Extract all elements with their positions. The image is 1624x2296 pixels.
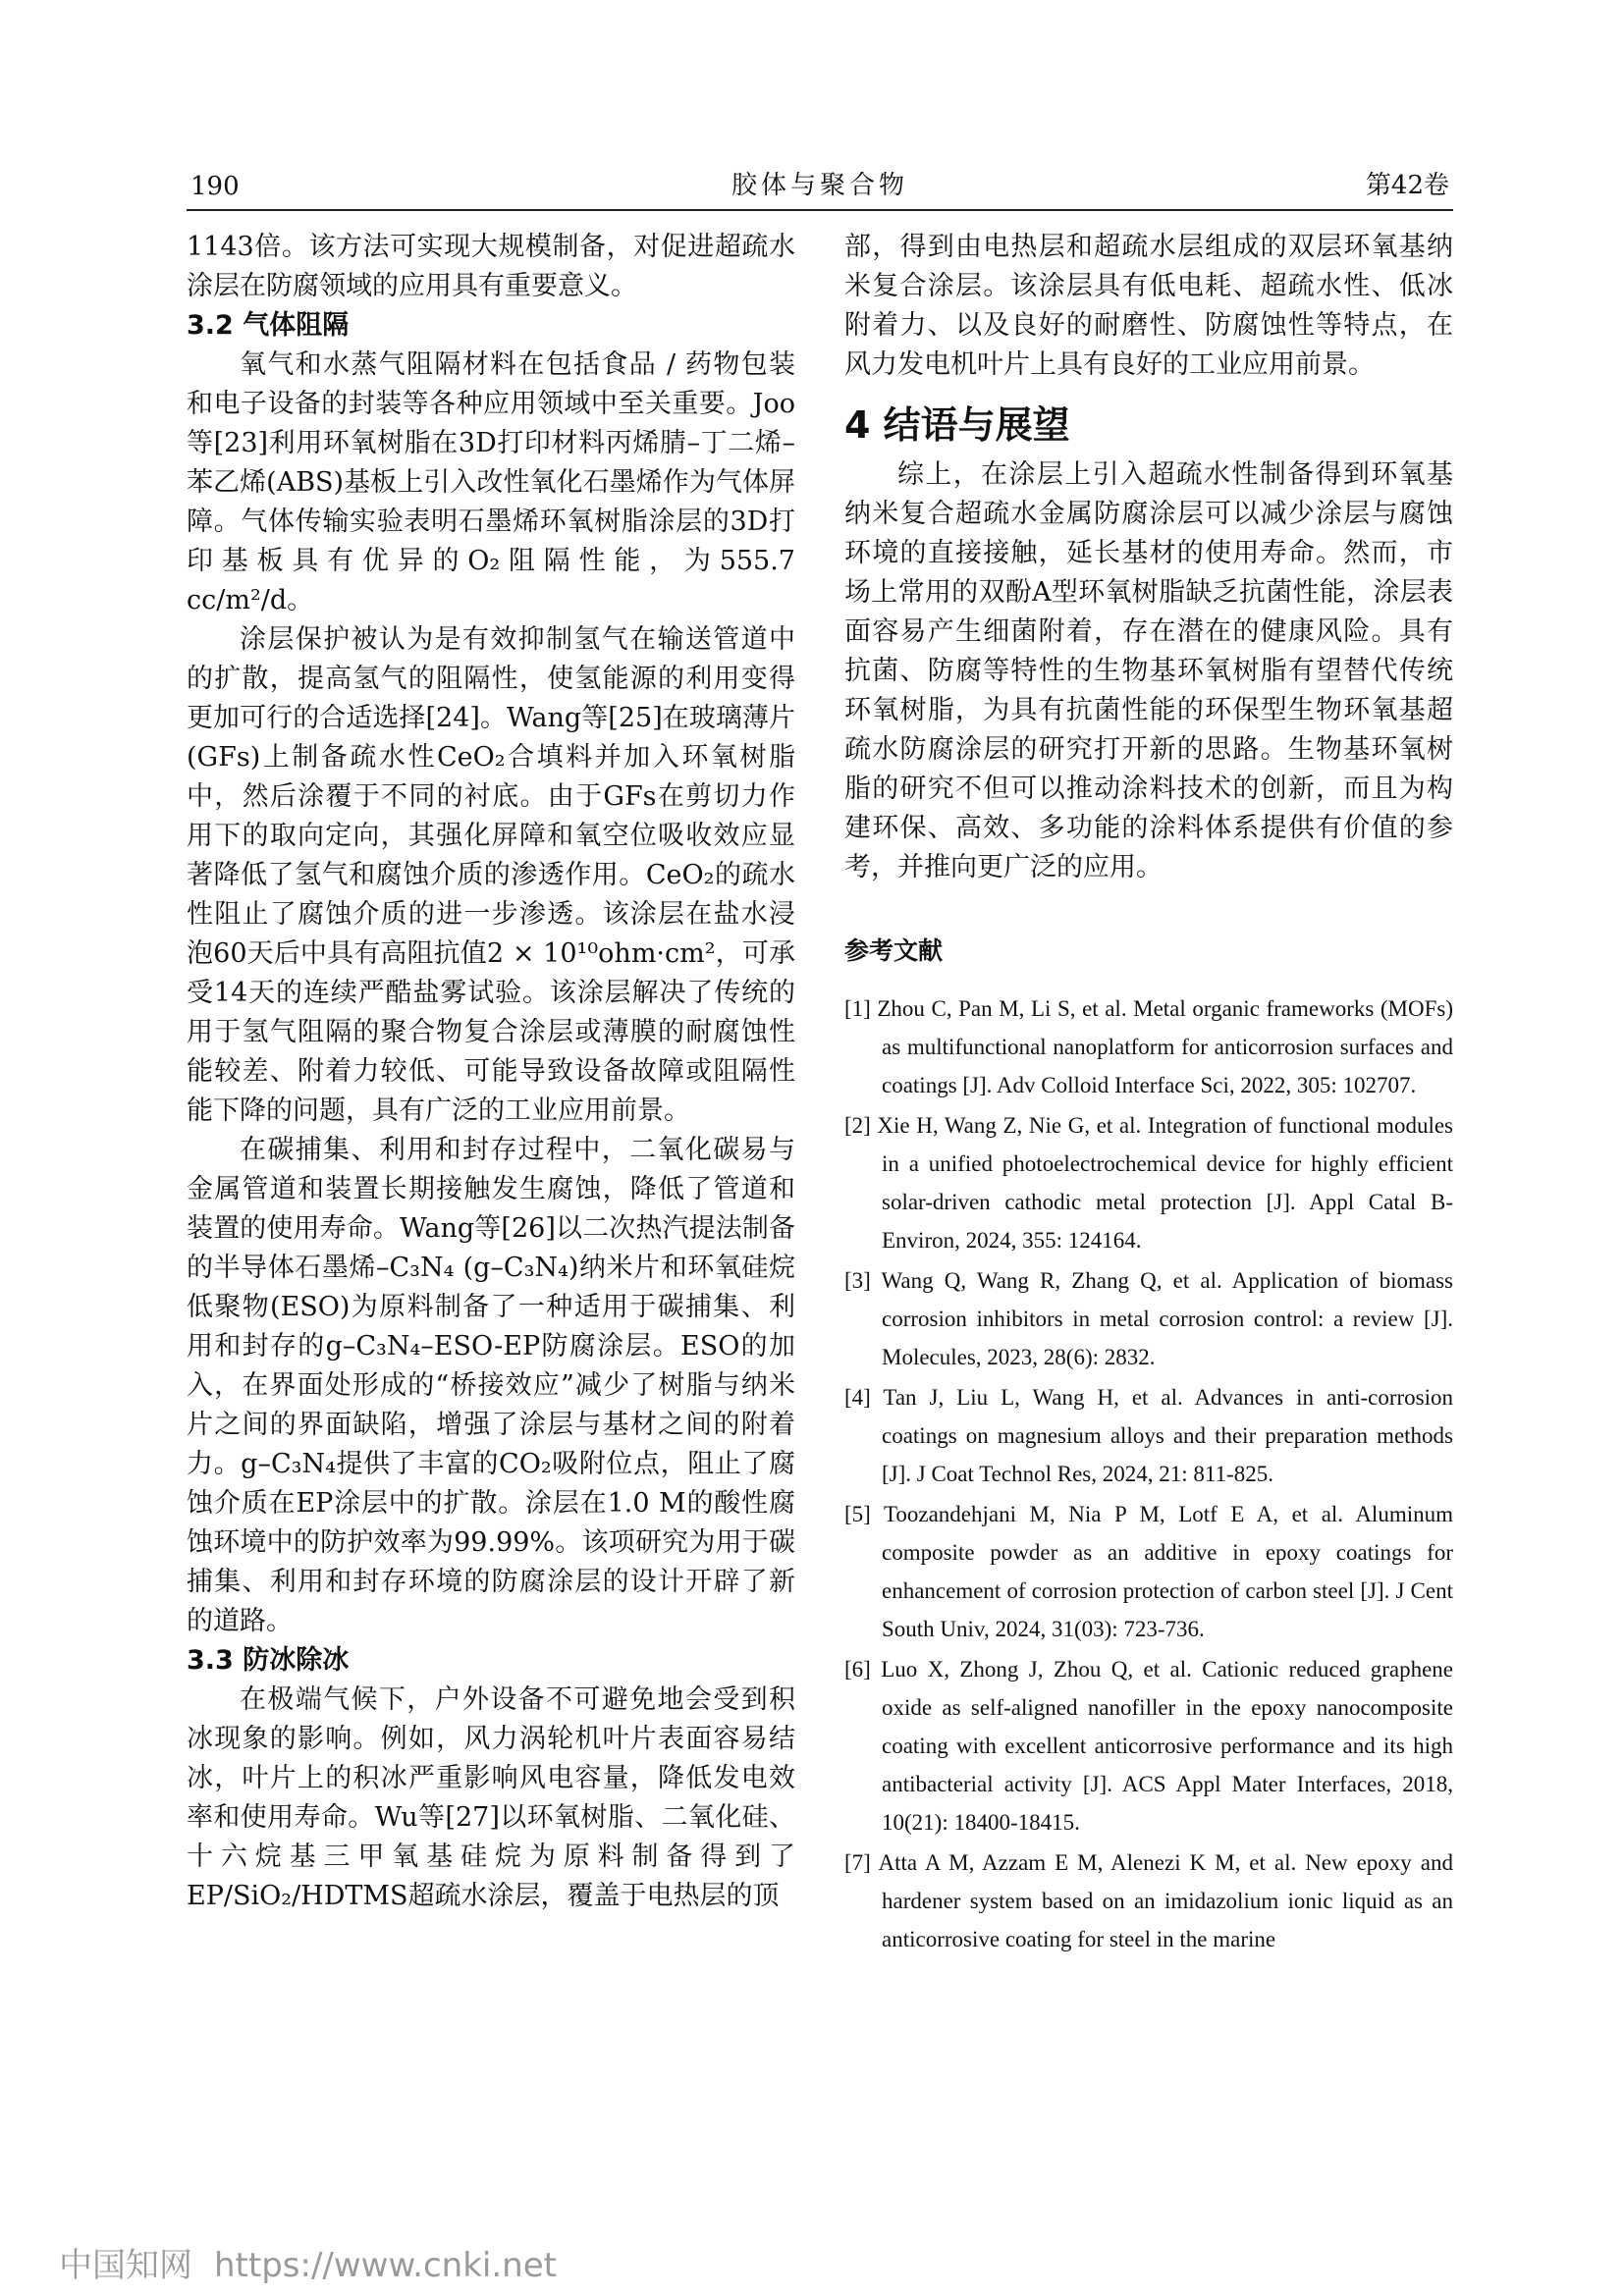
volume-label: 第42卷 — [1365, 171, 1449, 200]
cnki-watermark — [59, 2238, 557, 2286]
paragraph-conclusion: 综上，在涂层上引入超疏水性制备得到环氧基纳米复合超疏水金属防腐涂层可以减少涂层与腐蚀环境的直接接触，延长基材的使用寿命。然而，市场上常用的双酚A型环氧树脂缺乏抗菌性能，涂层表面容易产生细菌附着，存在潜在的健康风险。具有抗菌、防腐等特性的生物基环氧树脂有望替代传统环氧树脂，为具有抗菌性能的环保型生物环氧基超疏水防腐涂层的研究打开新的思路。生物基环氧树脂的研究不但可以推动涂料技术的创新，而且为构建环保、高效、多功能的涂料体系提供有价值的参考，并推向更广泛的应用。 — [844, 459, 1453, 882]
reference-list — [844, 989, 1453, 1958]
section-heading-3-2: 3.2 气体阻隔 — [187, 310, 350, 341]
running-header — [187, 170, 1453, 211]
paragraph-gas-barrier-3: 在碳捕集、利用和封存过程中，二氧化碳易与金属管道和装置长期接触发生腐蚀，降低了管道和装置的使用寿命。Wang等[26]以二次热汽提法制备的半导体石墨烯–C₃N₄ (g–C₃N₄)纳米片和环氧硅烷低聚物(ESO)为原料制备了一种适用于碳捕集、利用和封存的g–C₃N₄–ESO-EP防腐涂层。ESO的加入，在界面处形成的“桥接效应”减少了树脂与纳米片之间的界面缺陷，增强了涂层与基材之间的附着力。g–C₃N₄提供了丰富的CO₂吸附位点，阻止了腐蚀介质在EP涂层中的扩散。涂层在1.0 M的酸性腐蚀环境中的防护效率为99.99%。该项研究为用于碳捕集、利用和封存环境的防腐涂层的设计开辟了新的道路。 — [187, 1135, 795, 1636]
left-column — [187, 228, 795, 1916]
reference-item: [1] Zhou C, Pan M, Li S, et al. Metal organic frameworks (MOFs) as multifunctional nanoplatform for anticorrosion surfaces and coatings [J]. Adv Colloid Interface Sci, 2022, 305: 102707. — [844, 996, 1453, 1097]
section-heading-3-3: 3.3 防冰除冰 — [187, 1645, 350, 1676]
journal-title: 胶体与聚合物 — [731, 171, 908, 200]
paragraph-gas-barrier-2: 涂层保护被认为是有效抑制氢气在输送管道中的扩散，提高氢气的阻隔性，使氢能源的利用变得更加可行的合适选择[24]。Wang等[25]在玻璃薄片(GFs)上制备疏水性CeO₂合填料并加入环氧树脂中，然后涂覆于不同的衬底。由于GFs在剪切力作用下的取向定向，其强化屏障和氧空位吸收效应显著降低了氢气和腐蚀介质的渗透作用。CeO₂的疏水性阻止了腐蚀介质的进一步渗透。该涂层在盐水浸泡60天后中具有高阻抗值2 × 10¹⁰ohm·cm²，可承受14天的连续严酷盐雾试验。该涂层解决了传统的用于氢气阻隔的聚合物复合涂层或薄膜的耐腐蚀性能较差、附着力较低、可能导致设备故障或阻隔性能下降的问题，具有广泛的工业应用前景。 — [187, 624, 795, 1126]
reference-item: [2] Xie H, Wang Z, Nie G, et al. Integration of functional modules in a unified photoelectrochemical device for highly efficient solar-driven cathodic metal protection [J]. Appl Catal B-Environ, 2024, 355: 124164. — [844, 1113, 1453, 1253]
reference-item: [6] Luo X, Zhong J, Zhou Q, et al. Cationic reduced graphene oxide as self-aligned nanofiller in the epoxy nanocomposite coating with excellent anticorrosive performance and its high antibacterial activity [J]. ACS Appl Mater Interfaces, 2018, 10(21): 18400-18415. — [844, 1657, 1453, 1835]
watermark-url: https://www.cnki.net — [214, 2246, 557, 2285]
reference-item: [7] Atta A M, Azzam E M, Alenezi K M, et al. New epoxy and hardener system based on an imidazolium ionic liquid as an anticorrosive coating for steel in the marine — [844, 1850, 1453, 1951]
reference-item: [3] Wang Q, Wang R, Zhang Q, et al. Application of biomass corrosion inhibitors in metal corrosion control: a review [J]. Molecules, 2023, 28(6): 2832. — [844, 1268, 1453, 1369]
paragraph-continued-right: 部，得到由电热层和超疏水层组成的双层环氧基纳米复合涂层。该涂层具有低电耗、超疏水性、低冰附着力、以及良好的耐磨性、防腐蚀性等特点，在风力发电机叶片上具有良好的工业应用前景。 — [844, 232, 1453, 380]
section-heading-4: 4 结语与展望 — [844, 403, 1070, 447]
references-heading: 参考文献 — [844, 936, 944, 965]
page-number: 190 — [190, 172, 240, 201]
reference-item: [4] Tan J, Liu L, Wang H, et al. Advances in anti-corrosion coatings on magnesium alloys and their preparation methods [J]. J Coat Technol Res, 2024, 21: 811-825. — [844, 1385, 1453, 1486]
paragraph-continued: 1143倍。该方法可实现大规模制备，对促进超疏水涂层在防腐领域的应用具有重要意义。 — [187, 232, 795, 301]
right-column — [844, 228, 1453, 1960]
paragraph-anti-icing: 在极端气候下，户外设备不可避免地会受到积冰现象的影响。例如，风力涡轮机叶片表面容易结冰，叶片上的积冰严重影响风电容量，降低发电效率和使用寿命。Wu等[27]以环氧树脂、二氧化硅、十六烷基三甲氧基硅烷为原料制备得到了EP/SiO₂/HDTMS超疏水涂层，覆盖于电热层的顶 — [187, 1684, 795, 1911]
paragraph-gas-barrier-1: 氧气和水蒸气阻隔材料在包括食品 / 药物包装和电子设备的封装等各种应用领域中至关重要。Joo等[23]利用环氧树脂在3D打印材料丙烯腈–丁二烯–苯乙烯(ABS)基板上引入改性氧化石墨烯作为气体屏障。气体传输实验表明石墨烯环氧树脂涂层的3D打印基板具有优异的O₂阻隔性能，为555.7 cc/m²/d。 — [187, 349, 795, 615]
reference-item: [5] Toozandehjani M, Nia P M, Lotf E A, et al. Aluminum composite powder as an additive in epoxy coatings for enhancement of corrosion protection of carbon steel [J]. J Cent South Univ, 2024, 31(03): 723-736. — [844, 1502, 1453, 1641]
watermark-brand: 中国知网 — [59, 2246, 192, 2285]
